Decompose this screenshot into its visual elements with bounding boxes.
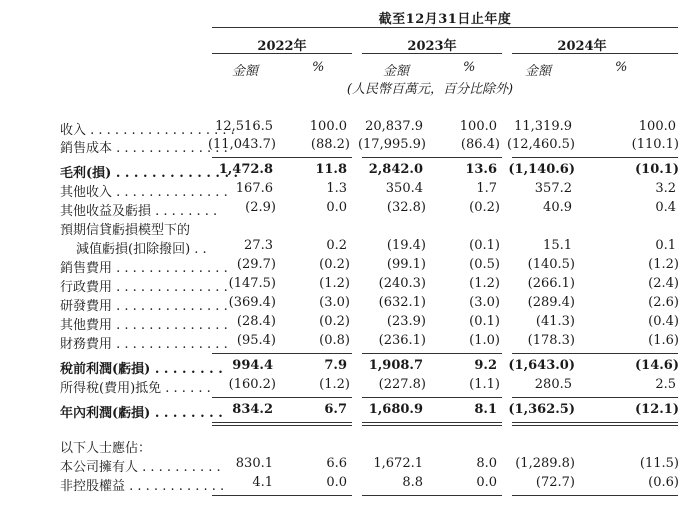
amount-col-header-2024: 金額 — [525, 64, 552, 79]
total-double-rule — [362, 422, 502, 423]
row-label-ecl-line1: 預期信貸虧損模型下的 — [60, 223, 191, 238]
percent-col-header-2023: % — [463, 60, 476, 75]
cell: 830.1 — [235, 456, 273, 471]
cell: 357.2 — [534, 181, 572, 196]
bottom-rule — [362, 495, 502, 496]
cell: (23.9) — [386, 314, 426, 329]
cell: (1.6) — [648, 333, 679, 348]
row-label-other-gains-losses: 其他收益及虧損 . . . . . . . . — [60, 204, 218, 219]
cell: (17,995.9) — [357, 137, 426, 152]
total-double-rule — [212, 422, 352, 423]
cell: (289.4) — [527, 295, 575, 310]
cell: (1,643.0) — [508, 358, 575, 373]
row-label-revenue: 收入 . . . . . . . . . . . . . . . . . . — [60, 123, 235, 138]
subtotal-rule — [362, 157, 502, 158]
cell: 0.0 — [326, 475, 347, 490]
cell: 0.0 — [326, 200, 347, 215]
year-2023-rule — [362, 53, 502, 54]
subtotal-rule — [512, 397, 678, 398]
row-label-impairment: 減值虧損(扣除撥回) . . — [76, 242, 207, 257]
cell: (1.0) — [469, 333, 500, 348]
cell: (1.2) — [319, 276, 350, 291]
cell: (12.1) — [635, 402, 679, 417]
cell: (2.6) — [648, 295, 679, 310]
cell: (0.4) — [648, 314, 679, 329]
cell: (32.8) — [386, 200, 426, 215]
cell: 1,908.7 — [368, 358, 423, 373]
cell: 2.5 — [655, 377, 676, 392]
cell: (14.6) — [635, 358, 679, 373]
unit-note: (人民幣百萬元，百分比除外) — [346, 82, 514, 97]
amount-col-header-2023: 金額 — [383, 64, 410, 79]
cell: (88.2) — [310, 137, 350, 152]
cell: (41.3) — [535, 314, 575, 329]
cell: (236.1) — [378, 333, 426, 348]
cell: 0.1 — [655, 238, 676, 253]
total-double-rule — [362, 425, 502, 426]
subtotal-rule — [512, 353, 678, 354]
cell: 100.0 — [309, 119, 347, 134]
total-double-rule — [512, 425, 678, 426]
cell: 1,672.1 — [373, 456, 423, 471]
cell: (3.0) — [469, 295, 500, 310]
bottom-rule — [212, 495, 352, 496]
cell: 2,842.0 — [368, 162, 423, 177]
cell: 3.2 — [655, 181, 676, 196]
row-label-income-tax: 所得稅(費用)抵免 . . . . . . — [60, 381, 211, 396]
amount-col-header-2022: 金額 — [232, 64, 259, 79]
row-label-owners-of-company: 本公司擁有人 . . . . . . . . . . — [60, 460, 221, 475]
cell: (0.1) — [469, 314, 500, 329]
percent-col-header-2024: % — [615, 60, 628, 75]
cell: (369.4) — [228, 295, 276, 310]
row-label-finance-costs: 財務費用 . . . . . . . . . . . . . . — [60, 337, 228, 352]
cell: (2.4) — [648, 276, 679, 291]
subtotal-rule — [212, 157, 352, 158]
cell: (147.5) — [228, 276, 276, 291]
cell: 7.9 — [324, 358, 347, 373]
cell: 40.9 — [543, 200, 572, 215]
cell: (1,140.6) — [508, 162, 575, 177]
subtotal-rule — [212, 353, 352, 354]
table-period-header: 截至12月31日止年度 — [378, 12, 512, 27]
year-2024-header: 2024年 — [557, 39, 607, 54]
cell: (0.6) — [648, 475, 679, 490]
row-label-profit-for-year: 年內利潤(虧損) . . . . . . . . — [60, 406, 223, 421]
cell: 350.4 — [385, 181, 423, 196]
cell: (0.2) — [469, 200, 500, 215]
bottom-rule — [512, 495, 678, 496]
cell: (3.0) — [319, 295, 350, 310]
cell: 0.0 — [476, 475, 497, 490]
cell: (0.1) — [469, 238, 500, 253]
cell: (12,460.5) — [506, 137, 575, 152]
cell: 1.7 — [476, 181, 497, 196]
cell: (2.9) — [245, 200, 276, 215]
cell: (1,362.5) — [508, 402, 575, 417]
cell: (99.1) — [386, 257, 426, 272]
cell: 20,837.9 — [365, 119, 423, 134]
row-label-rd-expenses: 研發費用 . . . . . . . . . . . . . . — [60, 299, 228, 314]
cell: 1.3 — [326, 181, 347, 196]
cell: 1,472.8 — [218, 162, 273, 177]
cell: 100.0 — [638, 119, 676, 134]
header-rule — [212, 27, 678, 28]
percent-col-header-2022: % — [312, 60, 325, 75]
cell: (632.1) — [378, 295, 426, 310]
row-label-admin-expenses: 行政費用 . . . . . . . . . . . . . . — [60, 280, 228, 295]
row-label-gross-profit: 毛利(損) . . . . . . . . . . . . . . — [60, 166, 239, 181]
year-2022-rule — [212, 53, 352, 54]
cell: 12,516.5 — [215, 119, 273, 134]
cell: 8.1 — [474, 402, 497, 417]
cell: 1,680.9 — [368, 402, 423, 417]
cell: (266.1) — [527, 276, 575, 291]
cell: (0.8) — [319, 333, 350, 348]
cell: (0.2) — [319, 257, 350, 272]
cell: (29.7) — [236, 257, 276, 272]
subtotal-rule — [512, 157, 678, 158]
cell: 8.0 — [476, 456, 497, 471]
cell: (10.1) — [635, 162, 679, 177]
cell: 0.2 — [326, 238, 347, 253]
cell: 15.1 — [543, 238, 572, 253]
cell: (72.7) — [535, 475, 575, 490]
cell: 9.2 — [474, 358, 497, 373]
year-2022-header: 2022年 — [257, 39, 307, 54]
cell: 8.8 — [402, 475, 423, 490]
row-label-non-controlling-interests: 非控股權益 . . . . . . . . . . . . — [60, 479, 225, 494]
cell: (28.4) — [236, 314, 276, 329]
cell: 6.6 — [326, 456, 347, 471]
row-label-other-expenses: 其他費用 . . . . . . . . . . . . . . — [60, 318, 228, 333]
cell: 100.0 — [459, 119, 497, 134]
cell: 167.6 — [235, 181, 273, 196]
cell: (86.4) — [460, 137, 500, 152]
cell: 11,319.9 — [514, 119, 572, 134]
row-label-profit-before-tax: 稅前利潤(虧損) . . . . . . . . — [60, 362, 223, 377]
row-label-selling-expenses: 銷售費用 . . . . . . . . . . . . . . — [60, 261, 228, 276]
cell: (19.4) — [386, 238, 426, 253]
cell: 11.8 — [315, 162, 347, 177]
cell: (227.8) — [378, 377, 426, 392]
year-2024-rule — [512, 53, 678, 54]
cell: (1.1) — [469, 377, 500, 392]
cell: (11,043.7) — [207, 137, 276, 152]
year-2023-header: 2023年 — [407, 39, 457, 54]
subtotal-rule — [362, 353, 502, 354]
cell: (1.2) — [648, 257, 679, 272]
cell: 0.4 — [655, 200, 676, 215]
subtotal-rule — [362, 397, 502, 398]
cell: 834.2 — [232, 402, 273, 417]
cell: 13.6 — [465, 162, 497, 177]
cell: (1.2) — [469, 276, 500, 291]
cell: (11.5) — [639, 456, 679, 471]
total-double-rule — [212, 425, 352, 426]
subtotal-rule — [212, 397, 352, 398]
cell: (160.2) — [228, 377, 276, 392]
cell: (140.5) — [527, 257, 575, 272]
cell: 4.1 — [252, 475, 273, 490]
cell: (1.2) — [319, 377, 350, 392]
cell: (240.3) — [378, 276, 426, 291]
cell: (0.5) — [469, 257, 500, 272]
cell: 280.5 — [534, 377, 572, 392]
cell: (110.1) — [631, 137, 679, 152]
row-label-other-income: 其他收入 . . . . . . . . . . . . . . — [60, 185, 228, 200]
row-label-attributable-to: 以下人士應佔： — [60, 441, 152, 456]
cell: 6.7 — [324, 402, 347, 417]
cell: (178.3) — [527, 333, 575, 348]
cell: 27.3 — [244, 238, 273, 253]
row-label-cost-of-sales: 銷售成本 . . . . . . . . . . . . . . — [60, 141, 228, 156]
cell: (1,289.8) — [515, 456, 575, 471]
cell: (95.4) — [236, 333, 276, 348]
cell: 994.4 — [232, 358, 273, 373]
total-double-rule — [512, 422, 678, 423]
cell: (0.2) — [319, 314, 350, 329]
